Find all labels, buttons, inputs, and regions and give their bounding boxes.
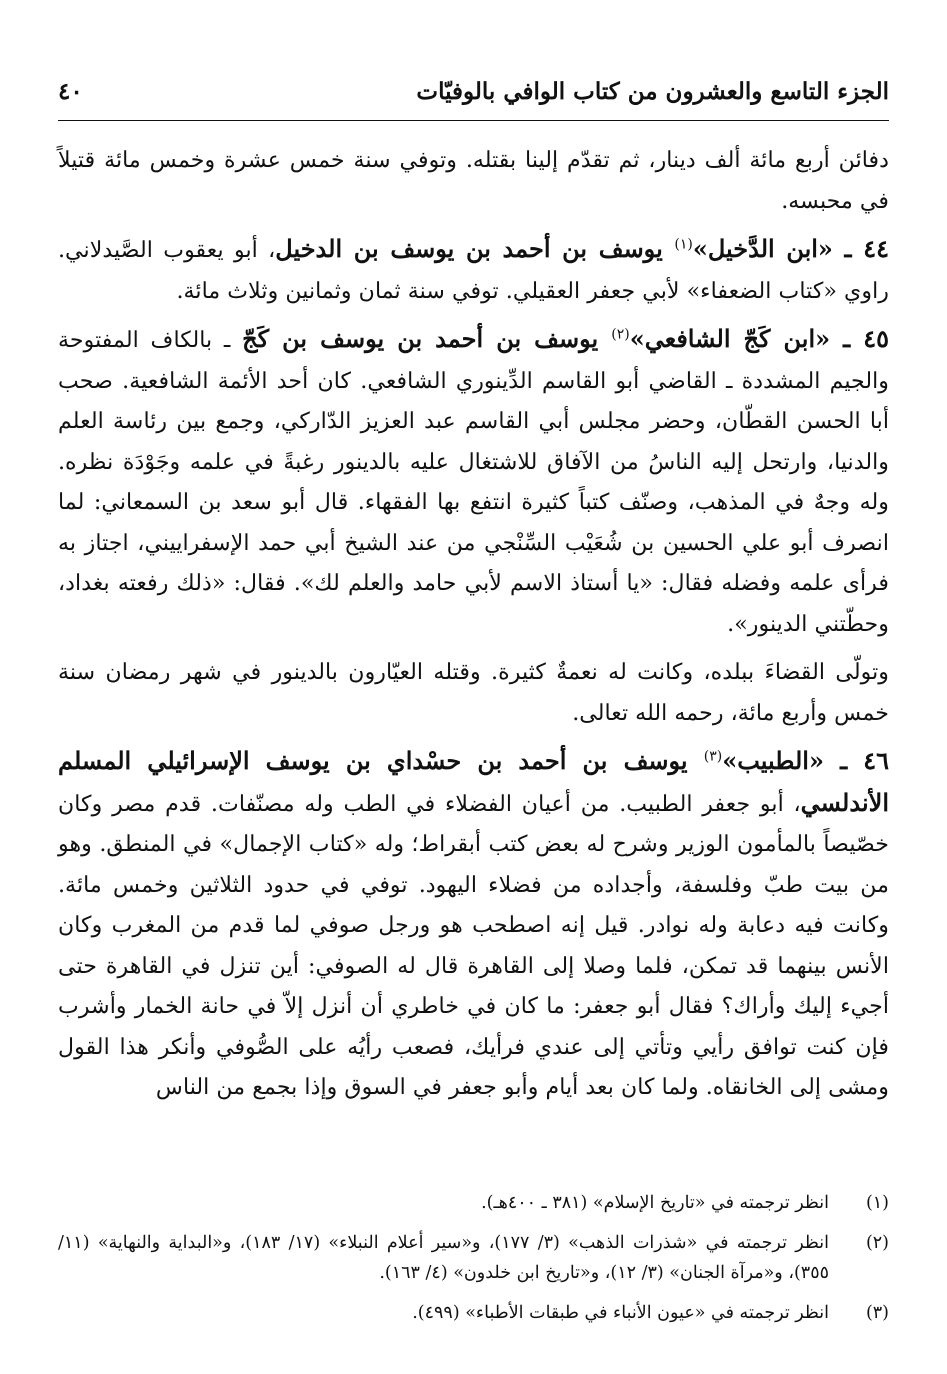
footnote-3-number: (٣): [865, 1303, 889, 1323]
footnote-2-text: انظر ترجمته في «شذرات الذهب» (٣/ ١٧٧)، و«سير أعلام النبلاء» (١٧/ ١٨٣)، و«البداية والنهاية» (١١/ ٣٥٥)، و«مرآة الجنان» (٣/ ١٢)، و«تاريخ ابن خلدون» (٤/ ١٦٣).: [58, 1233, 829, 1283]
entry-44-text: ، أبو يعقوب الصَّيدلاني. راوي «كتاب الضعفاء» لأبي جعفر العقيلي. توفي سنة ثمان وثمانين وثلاث مائة.: [58, 237, 889, 304]
entry-46: [58, 741, 889, 1108]
entry-46-heading: ٤٦ ـ «الطبيب»: [722, 746, 890, 775]
entry-44-footnote-ref: (١): [674, 236, 693, 253]
footnote-3-text: انظر ترجمته في «عيون الأنباء في طبقات الأطباء» (٤٩٩).: [412, 1303, 829, 1323]
main-text: [58, 140, 889, 1108]
header-rule: [58, 120, 889, 121]
entry-45-heading: ٤٥ ـ «ابن كَجّ الشافعي»: [629, 324, 889, 353]
entry-45-footnote-ref: (٢): [611, 326, 630, 343]
footnote-1: [58, 1188, 889, 1218]
footnote-1-number: (١): [865, 1193, 889, 1213]
entry-44-name: يوسف بن أحمد بن يوسف بن الدخيل: [275, 234, 675, 263]
footnotes: [58, 1188, 889, 1338]
footnote-1-text: انظر ترجمته في «تاريخ الإسلام» (٣٨١ ـ ٤٠٠هـ).: [481, 1193, 829, 1213]
footnote-2-number: (٢): [865, 1233, 889, 1253]
entry-46-name: يوسف بن أحمد بن حسْداي بن يوسف الإسرائيلي المسلم الأندلسي: [58, 746, 889, 817]
entry-46-footnote-ref: (٣): [703, 748, 723, 765]
entry-45-name: يوسف بن أحمد بن يوسف بن كَجّ: [242, 324, 612, 353]
entry-45-text: ـ بالكاف المفتوحة والجيم المشددة ـ القاضي أبو القاسم الدِّينوري الشافعي. كان أحد الأئمة الشافعية. صحب أبا الحسن القطّان، وحضر مجلس أبي القاسم عبد العزيز الدّاركي، وجمع بين رئاسة العلم والدنيا، وارتحل إليه الناسُ من الآفاق للاشتغال عليه بالدينور رغبةً في علمه وجَوْدَة نظره. وله وجهٌ في المذهب، وصنّف كتباً كثيرة انتفع بها الفقهاء. قال أبو سعد بن السمعاني: لما انصرف أبو علي الحسين بن شُعَيْب السِّنْجي من عند الشيخ أبي حمد الإسفراييني، اجتاز به فرأى علمه وفضله فقال: «يا أستاذ الاسم لأبي حامد والعلم لك». فقال: «ذلك رفعته بغداد، وحطّتني الدينور».: [58, 327, 889, 637]
footnote-3: [58, 1298, 889, 1328]
page-header: [58, 72, 889, 116]
entry-44: [58, 229, 889, 311]
entry-46-text: ، أبو جعفر الطبيب. من أعيان الفضلاء في الطب وله مصنّفات. قدم مصر وكان خصّيصاً بالمأمون الوزير وشرح له بعض كتب أبقراط؛ وله «كتاب الإجمال» في المنطق. وهو من بيت طبّ وفلسفة، وأجداده من فضلاء اليهود. توفي في حدود الثلاثين وخمس مائة. وكانت فيه دعابة وله نوادر. قيل إنه اصطحب هو ورجل صوفي لما قدم من المغرب وكان الأنس بينهما قد تمكن، فلما وصلا إلى القاهرة قال له الصوفي: أين تنزل في القاهرة حتى أجيء إليك وأراك؟ فقال أبو جعفر: ما كان في خاطري أن أنزل إلاّ في حانة الخمار وأشرب فإن كنت توافق رأيي وتأتي إلى عندي فرأيك، فصعب رأيُه على الصُّوفي وأنكر هذا القول ومشى إلى الخانقاه. ولما كان بعد أيام وأبو جعفر في السوق وإذا بجمع من الناس: [58, 790, 889, 1100]
entry-44-heading: ٤٤ ـ «ابن الدَّخيل»: [692, 234, 889, 263]
footnote-2: [58, 1228, 889, 1288]
page-number: ٤٠: [58, 78, 83, 105]
paragraph-continuation: دفائن أربع مائة ألف دينار، ثم تقدّم إلينا بقتله. وتوفي سنة خمس عشرة وخمس مائة قتيلاً في محبسه.: [58, 147, 889, 214]
entry-45-paragraph-2: وتولّى القضاءَ ببلده، وكانت له نعمةٌ كثيرة. وقتله العيّارون بالدينور في شهر رمضان سنة خمس وأربع مائة، رحمه الله تعالى.: [58, 659, 889, 726]
entry-45: [58, 319, 889, 644]
running-title: الجزء التاسع والعشرون من كتاب الوافي بالوفيّات: [416, 78, 889, 105]
